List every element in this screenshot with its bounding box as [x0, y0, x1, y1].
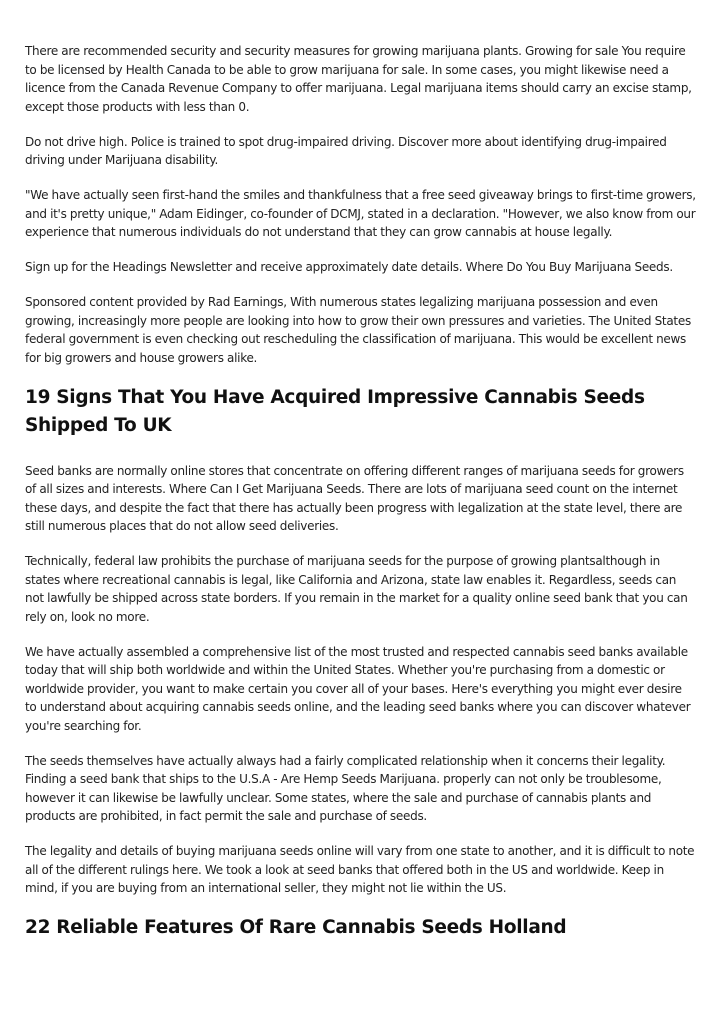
paragraph-licensing: There are recommended security and security measures for growing marijuana plants. Growing for sale You require to be licensed by Health Canada to be able to grow marijuana for sale. In some cases, you might likewise need a licence from the Canada Revenue Company to offer marijuana. Legal marijuana items should carry an excise stamp, except those products with less than 0.	[25, 44, 692, 114]
section-heading-1: 19 Signs That You Have Acquired Impressive Cannabis Seeds Shipped To UK	[25, 386, 645, 436]
paragraph-newsletter: Sign up for the Headings Newsletter and receive approximately date details. Where Do You Buy Marijuana Seeds.	[25, 260, 673, 274]
paragraph-driving: Do not drive high. Police is trained to spot drug-impaired driving. Discover more about identifying drug-impaired driving under Marijuana disability.	[25, 134, 667, 167]
paragraph-federal-law: Technically, federal law prohibits the purchase of marijuana seeds for the purpose of growing plantsalthough in states where recreational cannabis is legal, like California and Arizona, state law enables it. Regardless, seeds can not lawfully be shipped across state borders. If you remain in the market for a quality online seed bank that you can rely on, look no more.	[25, 554, 688, 624]
section-heading-2: 22 Reliable Features Of Rare Cannabis Seeds Holland	[25, 917, 567, 938]
paragraph-state-rules: The legality and details of buying marijuana seeds online will vary from one state to another, and it is difficult to note all of the different rulings here. We took a look at seed banks that offered both in the US and worldwide. Keep in mind, if you are buying from an international seller, they might not lie within the US.	[25, 844, 695, 895]
paragraph-legality: The seeds themselves have actually always had a fairly complicated relationship when it concerns their legality. Finding a seed bank that ships to the U.S.A - Are Hemp Seeds Marijuana. properly can not only be troublesome, however it can likewise be lawfully unclear. Some states, where the sale and purchase of cannabis plants and products are prohibited, in fact permit the sale and purchase of seeds.	[25, 753, 666, 823]
paragraph-seed-banks: Seed banks are normally online stores that concentrate on offering different ranges of marijuana seeds for growers of all sizes and interests. Where Can I Get Marijuana Seeds. There are lots of marijuana seed count on the internet these days, and despite the fact that there has actually been progress with legalization at the state level, there are still numerous places that do not allow seed deliveries.	[25, 463, 684, 533]
paragraph-sponsored: Sponsored content provided by Rad Earnings, With numerous states legalizing marijuana possession and even growing, increasingly more people are looking into how to grow their own pressures and varieties. The United States federal government is even checking out rescheduling the classification of marijuana. This would be excellent news for big growers and house growers alike.	[25, 295, 691, 365]
paragraph-quote: "We have actually seen first-hand the smiles and thankfulness that a free seed giveaway brings to first-time growers, and it's pretty unique," Adam Eidinger, co-founder of DCMJ, stated in a declaration. "However, we also know from our experience that numerous individuals do not understand that they can grow cannabis at house legally.	[25, 188, 696, 239]
paragraph-list: We have actually assembled a comprehensive list of the most trusted and respected cannabis seed banks available today that will ship both worldwide and within the United States. Whether you're purchasing from a domestic or worldwide provider, you want to make certain you cover all of your bases. Here's everything you might ever desire to understand about acquiring cannabis seeds online, and the leading seed banks where you can discover whatever you're searching for.	[25, 644, 691, 733]
